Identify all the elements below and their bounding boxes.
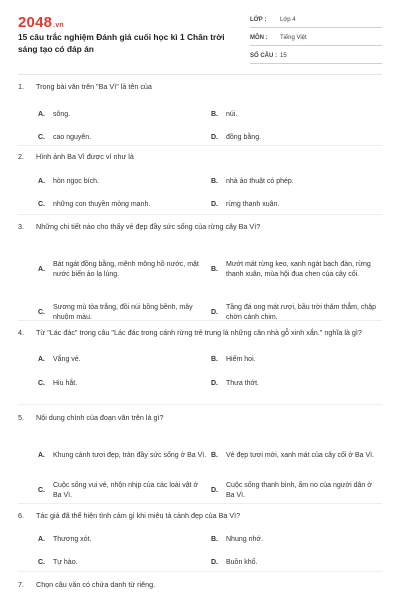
question-5: 5. Nội dung chính của đoạn văn trên là gì? A. Khung cảnh tươi đẹp, tràn đầy sức sống ở Ba Vì. B. Vẻ đẹp tươi mới, xanh mát của cây cối ở Ba Vì. C. Cuộc sống vui vẻ, nhộn nhịp của các loài vật ở Ba Vì. D. Cuộc sống thanh bình, ấm no của người dân ở Ba Vì.	[18, 413, 382, 513]
option-3b[interactable]: B. Mướt mát rừng keo, xanh ngát bạch đàn, rừng thanh xuân, mùa hội đua chen của cây cối.	[211, 261, 371, 278]
option-6a[interactable]: A. Thương xót.	[38, 536, 92, 543]
option-2a[interactable]: A. hòn ngọc bích.	[38, 178, 99, 185]
question-divider	[18, 320, 382, 321]
option-1c[interactable]: C. cao nguyên.	[38, 134, 92, 141]
option-2c[interactable]: C. những con thuyền mỏng manh.	[38, 201, 151, 208]
option-2b[interactable]: B. nhà ảo thuật có phép.	[211, 178, 294, 185]
option-5a[interactable]: A. Khung cảnh tươi đẹp, tràn đầy sức sống ở Ba Vì.	[38, 452, 207, 459]
question-6: 6. Tác giả đã thể hiện tình cảm gì khi miêu tả cảnh đẹp của Ba Vì? A. Thương xót. B. Nhung nhớ. C. Tự hào. D. Buồn khổ.	[18, 511, 382, 571]
option-6c[interactable]: C. Tự hào.	[38, 559, 78, 566]
option-6d[interactable]: D. Buồn khổ.	[211, 559, 258, 566]
option-1b[interactable]: B. núi.	[211, 111, 238, 118]
meta-subject: MÔN : Tiếng Việt	[250, 31, 382, 46]
question-7: 7. Chọn câu văn có chứa danh từ riêng.	[18, 580, 156, 589]
option-5d[interactable]: D. Cuộc sống thanh bình, ấm no của người dân ở Ba Vì.	[211, 482, 372, 499]
option-4d[interactable]: D. Thưa thớt.	[211, 380, 260, 387]
document-title: 15 câu trắc nghiệm Đánh giá cuối học kì 1 Chân trời sáng tạo có đáp án	[18, 32, 225, 54]
meta-question-count: SỐ CÂU : 15	[250, 49, 382, 64]
option-4c[interactable]: C. Hiu hắt.	[38, 380, 78, 387]
option-3d[interactable]: D. Tầng đá ong mát rượi, bầu trời thăm thẳm, chập chờn cánh chim.	[211, 304, 377, 321]
question-divider	[18, 503, 382, 504]
option-5b[interactable]: B. Vẻ đẹp tươi mới, xanh mát của cây cối ở Ba Vì.	[211, 452, 375, 459]
question-2: 2. Hình ảnh Ba Vì được ví như là A. hòn ngọc bích. B. nhà ảo thuật có phép. C. những con thuyền mỏng manh. D. rừng thanh xuân.	[18, 152, 382, 210]
question-divider	[18, 214, 382, 215]
option-1a[interactable]: A. sông.	[38, 111, 71, 118]
question-1: 1. Trong bài văn trên "Ba Vì" là tên của A. sông. B. núi. C. cao nguyên. D. đồng bằng.	[18, 82, 382, 140]
question-3: 3. Những chi tiết nào cho thấy vẻ đẹp đầy sức sống của rừng cây Ba Vì? A. Bát ngát đồng bằng, mênh mông hồ nước, mặt nước biến ảo lạ lùng. B. Mướt mát rừng keo, xanh ngát bạch đàn, rừng thanh xuân, mùa hội đua chen của cây cối. C. Sương mù tỏa trắng, đồi núi bồng bềnh, mây nhuộm màu. D. Tầng đá ong mát rượi, bầu trời thăm thẳm, chập chờn cánh chim.	[18, 222, 382, 332]
option-4b[interactable]: B. Hiếm hoi.	[211, 356, 256, 363]
option-3a[interactable]: A. Bát ngát đồng bằng, mênh mông hồ nước, mặt nước biến ảo lạ lùng.	[38, 261, 199, 278]
site-logo[interactable]: 2048.vn	[18, 14, 64, 31]
option-1d[interactable]: D. đồng bằng.	[211, 134, 262, 141]
option-6b[interactable]: B. Nhung nhớ.	[211, 536, 263, 543]
question-4: 4. Từ "Lác đác" trong câu "Lác đác trong cánh rừng trẻ trung là những căn nhà gỗ xinh xắn." nghĩa là gì? A. Vắng vẻ. B. Hiếm hoi. C. Hiu hắt. D. Thưa thớt.	[18, 328, 382, 394]
option-4a[interactable]: A. Vắng vẻ.	[38, 356, 81, 363]
question-divider	[18, 404, 382, 405]
meta-box	[250, 13, 382, 67]
option-2d[interactable]: D. rừng thanh xuân.	[211, 201, 280, 208]
question-divider	[18, 571, 382, 572]
meta-grade: LỚP : Lớp 4	[250, 13, 382, 28]
question-divider	[18, 145, 382, 146]
option-3c[interactable]: C. Sương mù tỏa trắng, đồi núi bồng bềnh, mây nhuộm màu.	[38, 304, 193, 321]
header-divider	[18, 74, 382, 75]
option-5c[interactable]: C. Cuộc sống vui vẻ, nhộn nhịp của các loài vật ở Ba Vì.	[38, 482, 199, 499]
